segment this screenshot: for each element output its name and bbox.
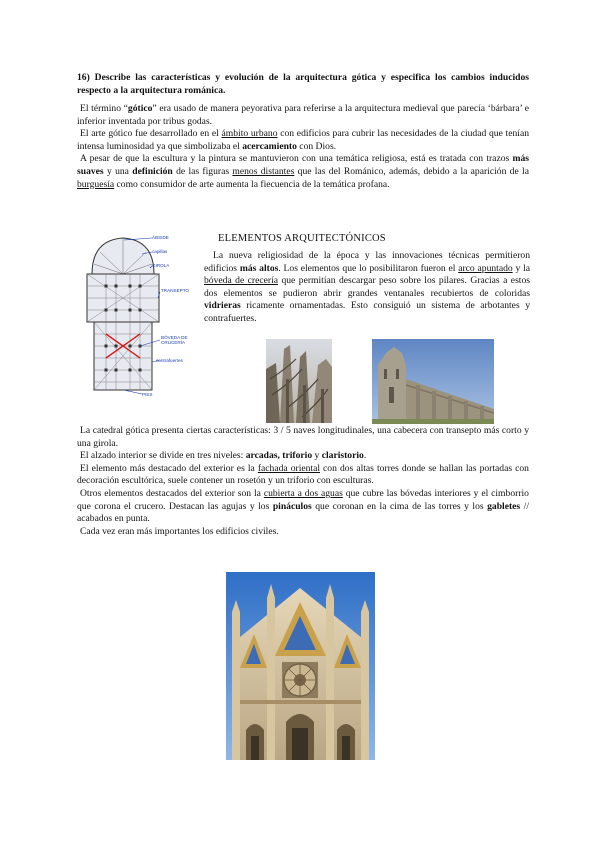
body-line-4: Otros elementos destacados del exterior son la cubierta a dos aguas que cubre las bóvedas interiores y el cimborrio que corona el crucero. Destacan las agujas y los pináculos que coronan en la cima de las torres y los gabletes // acabados en punta.: [77, 487, 529, 525]
architecture-paragraph: La nueva religiosidad de la época y las innovaciones técnicas permitieron edificios más altos. Los elementos que lo posibilitaron fueron el arco apuntado y la bóveda de crecería que permitían descargar peso sobre los pilares. Gracias a estos dos elementos se pudieron abrir grandes ventanales recubiertos de coloridas vidrieras ricamente ornamentadas. Esto consiguió un sistema de arbotantes y contrafuertes.: [204, 250, 531, 324]
cathedral-description: [77, 425, 529, 538]
floor-plan-drawing: [84, 232, 194, 402]
intro-paragraph-2: El arte gótico fue desarrollado en el ámbito urbano con edificios para cubrir las necesidades de la ciudad que tenían intensa luminosidad ya que simbolizaba el acercamiento con Dios.: [77, 128, 529, 152]
flying-buttress-image-1: [266, 339, 332, 423]
intro-paragraph-3: A pesar de que la escultura y la pintura se mantuvieron con una temática religiosa, está es tratada con trazos más suaves y una definición de las figuras menos distantes que las del Románico, además, debido a la aparición de la burguesía como consumidor de arte aumenta la fiecuencia de la temática profana.: [77, 153, 529, 190]
intro-text: [77, 103, 529, 191]
cathedral-facade-photo: [226, 572, 375, 760]
label-crossing-vault: BÓVEDA DE CRUCERÍA: [161, 335, 188, 345]
body-line-5: Cada vez eran más importantes los edificios civiles.: [80, 525, 279, 537]
intro-paragraph-1: El término “gótico” era usado de manera peyorativa para referirse a la arquitectura medieval que parecía ‘bárbara’ e inferior inventada por tribus godas.: [77, 103, 529, 127]
cathedral-floor-plan: [84, 232, 194, 402]
label-ambulatory: GIROLA: [152, 263, 170, 268]
label-buttress: contrafuertes: [156, 358, 183, 363]
question-heading: 16) Describe las características y evolución de la arquitectura gótica y especifica los cambios inducidos respecto a la arquitectura románica.: [77, 72, 529, 96]
flying-buttress-photo-1: [266, 339, 332, 423]
body-line-1: La catedral gótica presenta ciertas características: 3 / 5 naves longitudinales, una cabecera con transepto más corto y una girola.: [77, 425, 529, 449]
label-chapels: capillas: [152, 249, 168, 254]
section-title: ELEMENTOS ARQUITECTÓNICOS: [218, 233, 386, 244]
flying-buttress-photo-2: [372, 339, 494, 424]
flying-buttress-image-2: [372, 339, 494, 424]
body-line-3: El elemento más destacado del exterior es la fachada oriental con dos altas torres donde se hallan las portadas con decoración escultórica, suele contener un rosetón y un triforio con esculturas.: [77, 462, 529, 487]
label-transept: TRANSEPTO: [161, 288, 189, 293]
body-line-2: El alzado interior se divide en tres niveles: arcadas, triforio y claristorio.: [80, 450, 367, 462]
label-apse: ÁBSIDE: [152, 235, 169, 240]
cathedral-facade-image: [226, 572, 375, 760]
label-foot: PIES: [142, 392, 153, 397]
